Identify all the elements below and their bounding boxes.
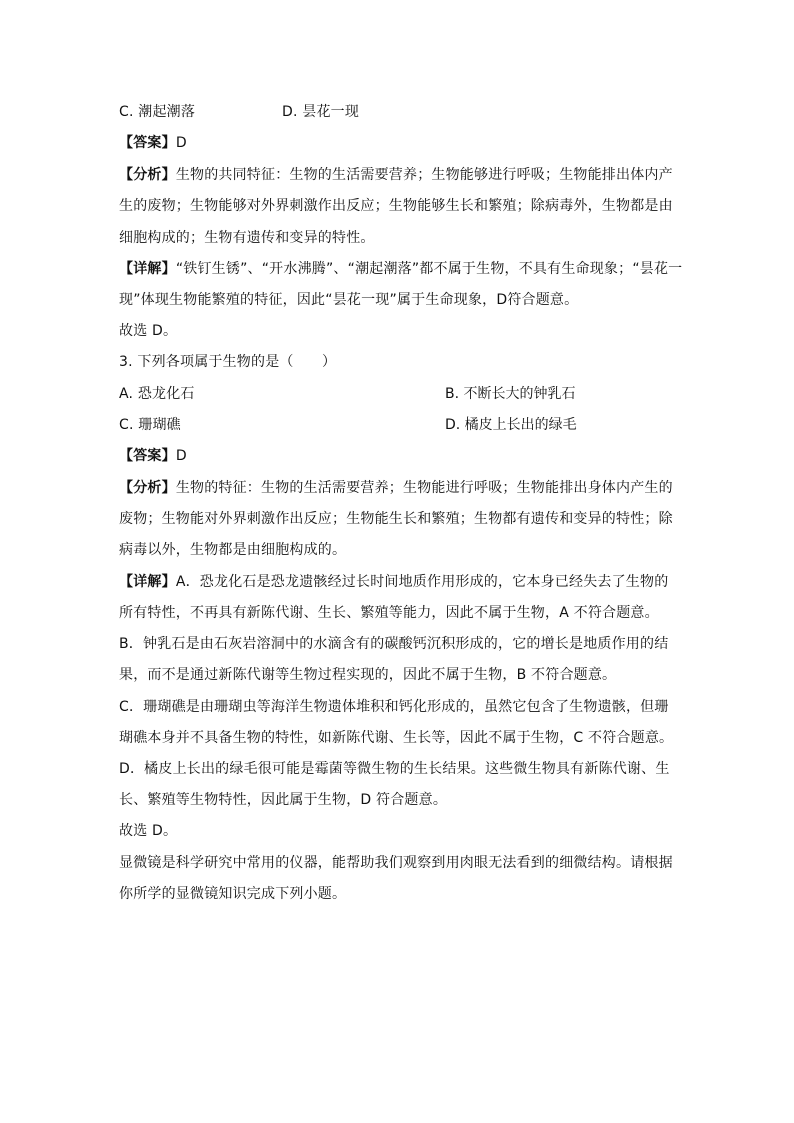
detail-text: “铁钉生锈”、“开水沸腾”、“潮起潮落”都不属于生物，不具有生命现象；“昙花一 (175, 261, 683, 277)
q3-analysis-text: 生物的特征：生物的生活需要营养；生物能进行呼吸；生物能排出身体内产生的 (175, 480, 673, 496)
option-d: D. 昙花一现 (282, 104, 360, 120)
q3-analysis-line-3: 病毒以外，生物都是由细胞构成的。 (119, 542, 347, 558)
q3-answer-line (119, 446, 187, 466)
intro-line-1: 显微镜是科学研究中常用的仪器，能帮助我们观察到用肉眼无法看到的细微结构。请根据 (119, 855, 673, 871)
detail-line-1 (119, 259, 682, 279)
q3-answer-value: D (175, 448, 187, 464)
q3-detail-tag: 【详解】 (119, 574, 176, 590)
q3-detail-line-5: C．珊瑚礁是由珊瑚虫等海洋生物遗体堆积和钙化形成的，虽然它包含了生物遗骸，但珊 (119, 699, 669, 715)
answer-value: D (175, 135, 187, 151)
q3-detail-line-1 (119, 572, 668, 592)
q3-detail-line-8: 长、繁殖等生物特性，因此属于生物，D 符合题意。 (119, 792, 448, 808)
option-c: C. 潮起潮落 (119, 104, 196, 120)
analysis-line-2: 生的废物；生物能够对外界刺激作出反应；生物能够生长和繁殖；除病毒外，生物都是由 (119, 198, 673, 214)
q3-analysis-tag: 【分析】 (119, 480, 176, 496)
intro-line-2: 你所学的显微镜知识完成下列小题。 (119, 886, 347, 902)
conclusion: 故选 D。 (119, 323, 178, 339)
answer-line (119, 133, 187, 153)
analysis-text: 生物的共同特征：生物的生活需要营养；生物能够进行呼吸；生物能排出体内产 (175, 167, 673, 183)
answer-tag: 【答案】 (119, 135, 176, 151)
q3-detail-line-3: B．钟乳石是由石灰岩溶洞中的水滴含有的碳酸钙沉积形成的，它的增长是地质作用的结 (119, 636, 669, 652)
q3-answer-tag: 【答案】 (119, 448, 176, 464)
q3-option-a: A. 恐龙化石 (119, 386, 195, 402)
q3-analysis-line-2: 废物；生物能对外界刺激作出反应；生物能生长和繁殖；生物都有遗传和变异的特性；除 (119, 511, 673, 527)
detail-tag: 【详解】 (119, 261, 176, 277)
q3-option-b: B. 不断长大的钟乳石 (445, 386, 576, 402)
question-stem: 3. 下列各项属于生物的是（ ） (119, 354, 337, 370)
analysis-line-3: 细胞构成的；生物有遗传和变异的特性。 (119, 230, 375, 246)
q3-detail-line-4: 果，而不是通过新陈代谢等生物过程实现的，因此不属于生物，B 不符合题意。 (119, 667, 617, 683)
q3-analysis-line-1 (119, 478, 673, 498)
q3-conclusion: 故选 D。 (119, 823, 178, 839)
q3-detail-text: A．恐龙化石是恐龙遗骸经过长时间地质作用形成的，它本身已经失去了生物的 (175, 574, 669, 590)
detail-line-2: 现”体现生物能繁殖的特征，因此“昙花一现”属于生命现象，D符合题意。 (119, 292, 579, 308)
analysis-line-1 (119, 165, 673, 185)
q3-detail-line-7: D．橘皮上长出的绿毛很可能是霉菌等微生物的生长结果。这些微生物具有新陈代谢、生 (119, 761, 670, 777)
analysis-tag: 【分析】 (119, 167, 176, 183)
q3-detail-line-6: 瑚礁本身并不具备生物的特性，如新陈代谢、生长等，因此不属于生物，C 不符合题意。 (119, 730, 674, 746)
q3-detail-line-2: 所有特性，不再具有新陈代谢、生长、繁殖等能力，因此不属于生物，A 不符合题意。 (119, 605, 659, 621)
q3-option-d: D. 橘皮上长出的绿毛 (445, 417, 577, 433)
q3-option-c: C. 珊瑚礁 (119, 417, 181, 433)
